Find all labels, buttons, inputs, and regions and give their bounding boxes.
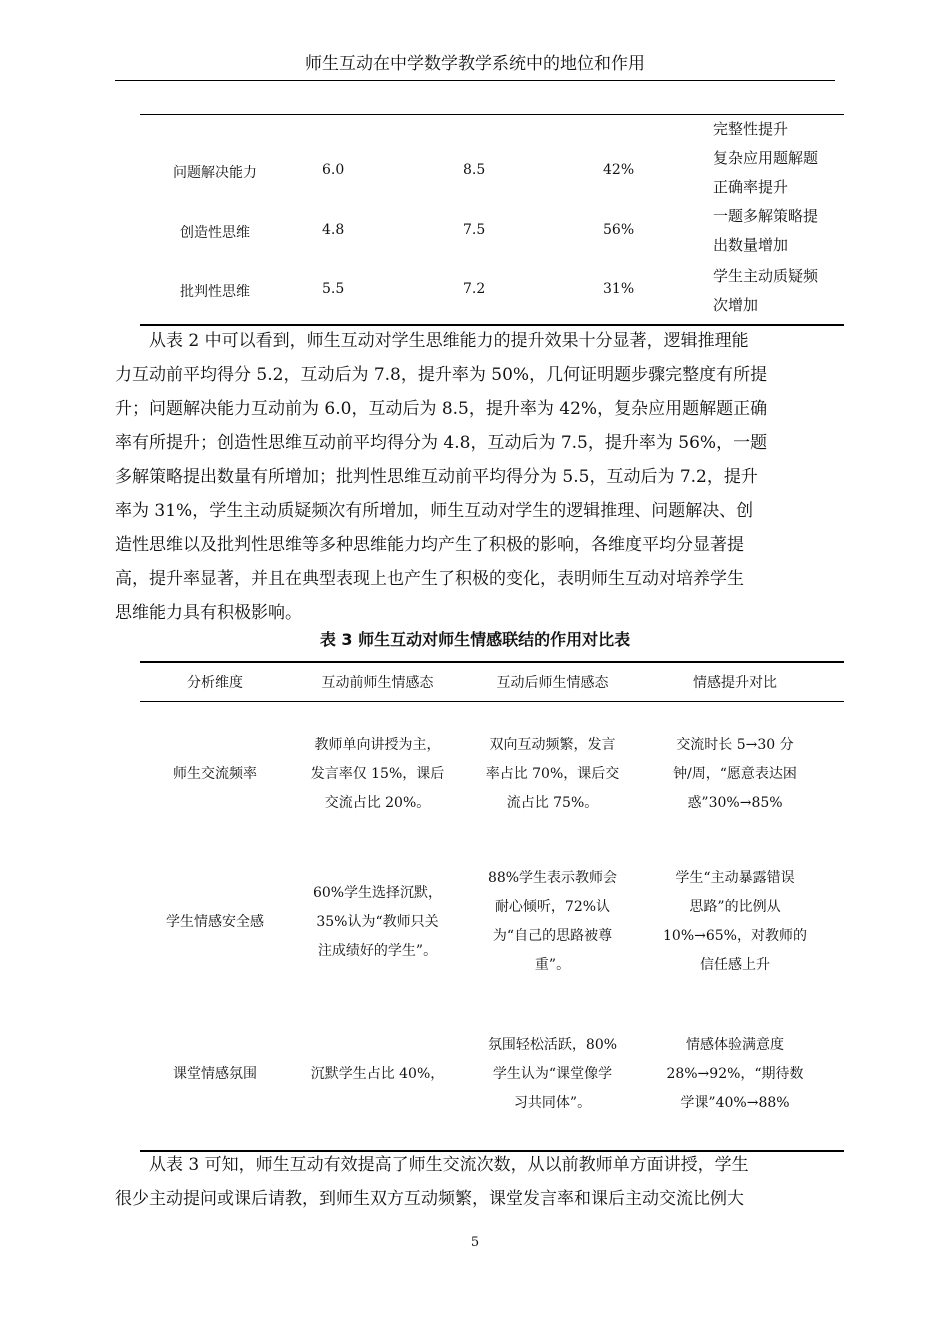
table-header-row	[140, 663, 844, 701]
cell-line: 发言率仅 15%，课后	[310, 765, 445, 782]
paragraph-line: 很少主动提问或课后请教，到师生双方互动频繁，课堂发言率和课后主动交流比例大	[115, 1189, 744, 1209]
after-cell	[465, 731, 640, 818]
table-2-continuation	[140, 114, 844, 326]
rate-cell: 56%	[603, 222, 635, 238]
performance-cell	[713, 144, 841, 202]
cell-line: 流占比 75%。	[506, 794, 599, 811]
cell-line: 率占比 70%，课后交	[485, 765, 620, 782]
before-cell	[290, 731, 465, 818]
dimension-cell: 师生交流频率	[173, 765, 257, 782]
cell-line: 双向互动频繁，发言	[489, 736, 616, 753]
table-row	[140, 202, 844, 262]
cell-line: 教师单向讲授为主，	[314, 736, 441, 753]
table-row	[140, 846, 844, 998]
post-score-cell: 8.5	[463, 162, 486, 178]
cell-line: 10%→65%，对教师的	[663, 928, 807, 944]
performance-line: 次增加	[713, 296, 759, 314]
paragraph-line: 多解策略提出数量有所增加；批判性思维互动前平均得分为 5.5，互动后为 7.2，提升	[115, 467, 758, 487]
cell-line: 钟/周，“愿意表达困	[673, 765, 797, 782]
dimension-cell: 创造性思维	[180, 225, 250, 241]
table-caption: 表 3 师生互动对师生情感联结的作用对比表	[319, 630, 631, 649]
performance-cell	[713, 202, 841, 260]
rate-cell: 31%	[603, 281, 635, 297]
cell-line: 氛围轻松活跃，80%	[487, 1036, 618, 1053]
column-header: 情感提升对比	[693, 675, 777, 691]
paragraph-line: 从表 2 中可以看到，师生互动对学生思维能力的提升效果十分显著，逻辑推理能	[149, 331, 749, 351]
performance-line: 正确率提升	[713, 178, 789, 196]
dimension-cell: 批判性思维	[180, 284, 250, 300]
paragraph-line: 升；问题解决能力互动前为 6.0，互动后为 8.5，提升率为 42%，复杂应用题解题正确	[115, 399, 768, 419]
post-score-cell: 7.2	[463, 281, 486, 297]
paragraph-line: 率为 31%，学生主动质疑频次有所增加，师生互动对学生的逻辑推理、问题解决、创	[115, 501, 754, 521]
after-cell	[465, 864, 640, 980]
cell-line: 28%→92%，“期待数	[666, 1065, 804, 1082]
cell-line: 学生“主动暴露错误	[675, 870, 795, 886]
table-row	[140, 262, 844, 321]
paragraph-line: 力互动前平均得分 5.2，互动后为 7.8，提升率为 50%，几何证明题步骤完整度有所提	[115, 365, 768, 385]
performance-line: 一题多解策略提	[713, 207, 819, 225]
dimension-cell: 问题解决能力	[173, 165, 257, 181]
cell-line: 思路”的比例从	[689, 899, 781, 915]
performance-cell	[713, 115, 841, 144]
table-row	[140, 115, 844, 144]
page-number: 5	[470, 1235, 480, 1250]
performance-line: 出数量增加	[713, 236, 789, 254]
paragraph-line: 从表 3 可知，师生互动有效提高了师生交流次数，从以前教师单方面讲授，学生	[149, 1155, 749, 1175]
running-header: 师生互动在中学数学教学系统中的地位和作用	[305, 54, 645, 74]
cell-line: 学生认为“课堂像学	[492, 1065, 613, 1082]
table-row	[140, 144, 844, 202]
body-paragraph	[115, 1148, 835, 1216]
cell-line: 交流时长 5→30 分	[676, 736, 794, 753]
performance-cell	[713, 262, 841, 320]
column-header: 互动前师生情感态	[321, 675, 434, 691]
header-rule	[115, 80, 835, 81]
cell-line: 信任感上升	[700, 957, 770, 973]
compare-cell	[640, 864, 830, 980]
after-cell	[465, 1031, 640, 1118]
post-score-cell: 7.5	[463, 222, 486, 238]
cell-line: 60%学生选择沉默，	[312, 884, 443, 901]
cell-line: 为“自己的思路被尊	[492, 928, 613, 944]
table-row	[140, 702, 844, 846]
performance-line: 完整性提升	[713, 120, 789, 138]
cell-line: 沉默学生占比 40%，	[310, 1065, 445, 1082]
column-header: 互动后师生情感态	[496, 675, 609, 691]
cell-line: 88%学生表示教师会	[487, 870, 618, 886]
performance-line: 复杂应用题解题	[713, 149, 819, 167]
cell-line: 注成绩好的学生”。	[317, 942, 438, 959]
compare-cell	[640, 731, 830, 818]
cell-line: 情感体验满意度	[686, 1036, 784, 1053]
rate-cell: 42%	[603, 162, 635, 178]
before-cell	[290, 1060, 465, 1089]
paragraph-line: 高，提升率显著，并且在典型表现上也产生了积极的变化，表明师生互动对培养学生	[115, 569, 744, 589]
pre-score-cell: 5.5	[322, 281, 345, 297]
compare-cell	[640, 1031, 830, 1118]
cell-line: 惑”30%→85%	[687, 794, 783, 811]
table-row	[140, 998, 844, 1150]
pre-score-cell: 4.8	[322, 222, 345, 238]
column-header: 分析维度	[187, 675, 243, 691]
cell-line: 重”。	[534, 957, 571, 973]
dimension-cell: 课堂情感氛围	[173, 1065, 257, 1082]
paragraph-line: 率有所提升；创造性思维互动前平均得分为 4.8，互动后为 7.5，提升率为 56%，一题	[115, 433, 768, 453]
paragraph-line: 思维能力具有积极影响。	[115, 603, 302, 623]
cell-line: 耐心倾听，72%认	[494, 899, 611, 915]
cell-line: 学课”40%→88%	[680, 1094, 790, 1111]
cell-line: 交流占比 20%。	[324, 794, 431, 811]
cell-line: 习共同体”。	[513, 1094, 592, 1111]
body-paragraph	[115, 324, 835, 630]
performance-line: 学生主动质疑频	[713, 267, 819, 285]
before-cell	[290, 879, 465, 966]
dimension-cell: 学生情感安全感	[166, 913, 264, 930]
table-3	[140, 661, 844, 1152]
pre-score-cell: 6.0	[322, 162, 345, 178]
cell-line: 35%认为“教师只关	[316, 913, 439, 930]
paragraph-line: 造性思维以及批判性思维等多种思维能力均产生了积极的影响，各维度平均分显著提	[115, 535, 744, 555]
